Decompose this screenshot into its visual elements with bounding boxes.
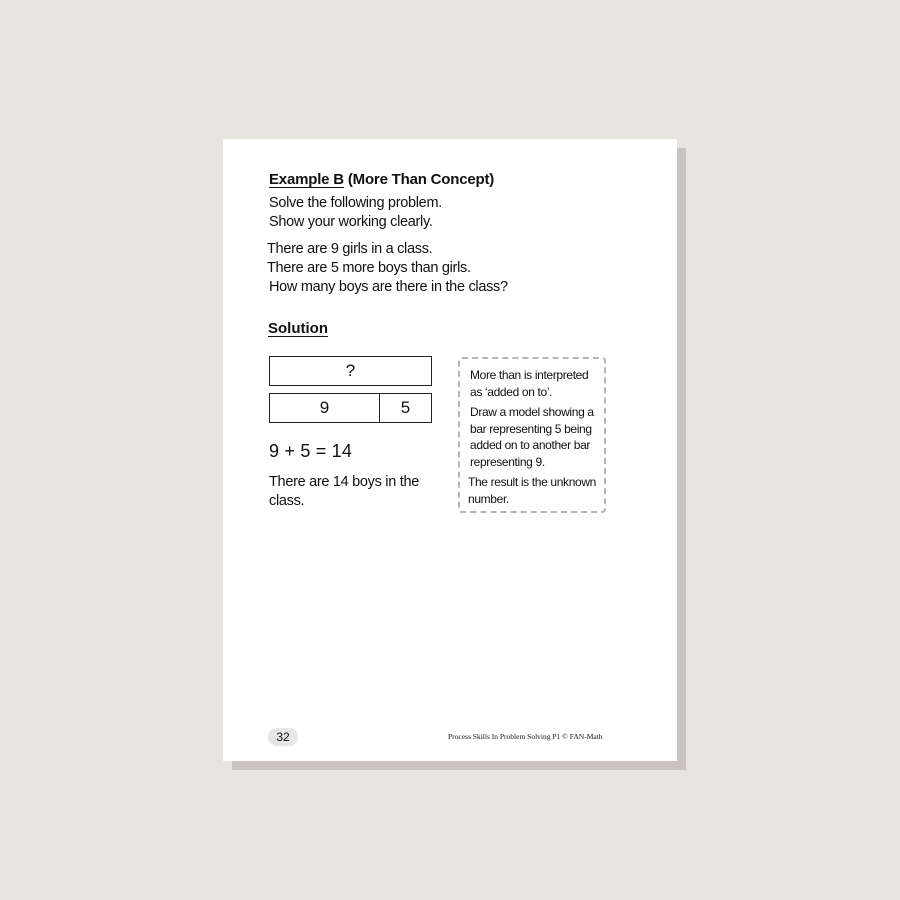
model-bar-boys xyxy=(269,356,432,386)
note-line: More than is interpreted xyxy=(470,368,589,382)
equation: 9 + 5 = 14 xyxy=(269,441,353,461)
answer-text xyxy=(269,473,419,511)
note-paragraph xyxy=(470,404,598,470)
example-title: Example B (More Than Concept) xyxy=(269,171,495,188)
note-line: number. xyxy=(468,491,509,506)
instruction-line: Solve the following problem. xyxy=(269,195,442,211)
page-number-badge xyxy=(268,728,298,746)
unknown-label: ? xyxy=(345,361,356,380)
instructions xyxy=(269,194,442,232)
note-line: added on to another bar xyxy=(470,438,591,452)
worksheet-page xyxy=(223,139,677,761)
note-line: The result is the unknown xyxy=(468,475,596,489)
page-number: 32 xyxy=(276,730,290,744)
instruction-line: Show your working clearly. xyxy=(269,214,433,230)
footer-credit: Process Skills In Problem Solving P1 © FAN-Math xyxy=(448,732,603,741)
answer-line: There are 14 boys in the xyxy=(269,474,419,490)
note-line: Draw a model showing a xyxy=(470,405,594,419)
problem-line: There are 5 more boys than girls. xyxy=(267,260,471,276)
answer-line: class. xyxy=(269,493,305,509)
note-line: bar representing 5 being xyxy=(470,421,592,436)
model-segment-girls: 9 xyxy=(270,394,380,422)
note-paragraph xyxy=(470,367,598,400)
note-line: as ‘added on to’. xyxy=(470,384,553,399)
model-segment-more: 5 xyxy=(400,398,411,417)
note-line: representing 9. xyxy=(470,454,545,469)
note-paragraph xyxy=(468,474,598,507)
problem-text xyxy=(267,240,508,297)
explanation-note-box xyxy=(458,357,606,513)
problem-line: How many boys are there in the class? xyxy=(269,279,508,295)
model-bar-girls-plus-more xyxy=(269,393,432,423)
problem-line: There are 9 girls in a class. xyxy=(267,241,433,257)
solution-heading: Solution xyxy=(268,320,328,337)
